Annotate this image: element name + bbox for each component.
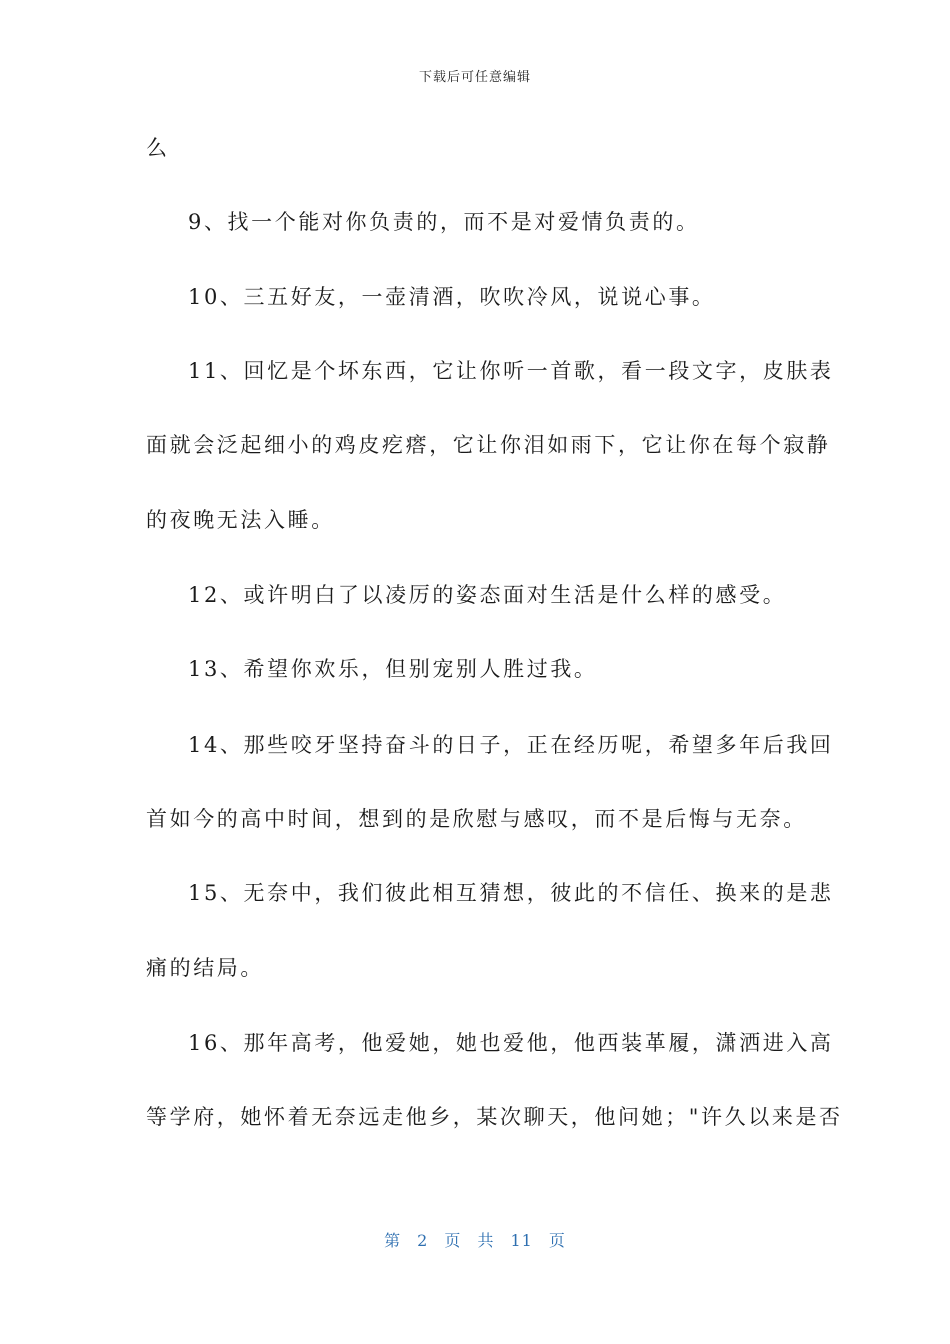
text-line: 面就会泛起细小的鸡皮疙瘩，它让你泪如雨下，它让你在每个寂静 bbox=[146, 433, 831, 457]
text-line: 么 bbox=[146, 136, 170, 160]
page-header: 下载后可任意编辑 bbox=[418, 70, 531, 85]
text-line: 痛的结局。 bbox=[146, 956, 264, 980]
page-suffix: 页 bbox=[548, 1231, 566, 1250]
total-pages: 11 bbox=[510, 1231, 533, 1250]
text-line: 15、无奈中，我们彼此相互猜想，彼此的不信任、换来的是悲 bbox=[188, 881, 834, 905]
text-line: 13、希望你欢乐，但别宠别人胜过我。 bbox=[188, 657, 598, 681]
text-line: 等学府，她怀着无奈远走他乡，某次聊天，他问她；"许久以来是否 bbox=[146, 1105, 843, 1129]
text-line: 11、回忆是个坏东西，它让你听一首歌，看一段文字，皮肤表 bbox=[188, 359, 834, 383]
text-line: 的夜晚无法入睡。 bbox=[146, 508, 335, 532]
page-footer bbox=[0, 1228, 950, 1251]
page-number: 2 bbox=[417, 1231, 429, 1250]
text-line: 9、找一个能对你负责的，而不是对爱情负责的。 bbox=[188, 210, 700, 234]
text-line: 首如今的高中时间，想到的是欣慰与感叹，而不是后悔与无奈。 bbox=[146, 807, 807, 831]
text-line: 10、三五好友，一壶清酒，吹吹冷风，说说心事。 bbox=[188, 285, 716, 309]
text-line: 12、或许明白了以凌厉的姿态面对生活是什么样的感受。 bbox=[188, 583, 787, 607]
text-line: 16、那年高考，他爱她，她也爱他，他西装革履，潇洒进入高 bbox=[188, 1031, 834, 1055]
page-of-label: 页 共 bbox=[444, 1231, 495, 1250]
text-line: 14、那些咬牙坚持奋斗的日子，正在经历呢，希望多年后我回 bbox=[188, 733, 834, 757]
page-label: 第 bbox=[384, 1231, 402, 1250]
